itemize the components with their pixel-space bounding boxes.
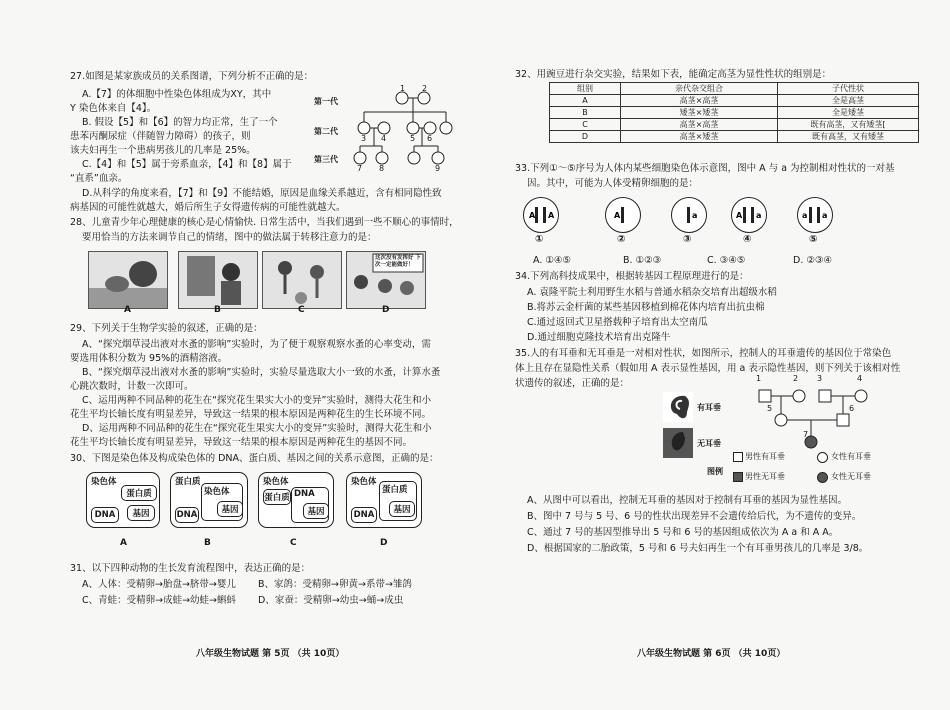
q33-option-d: D. ②③④ xyxy=(793,255,832,266)
q35-option-a: A、从图中可以看出，控制无耳垂的基因对于控制有耳垂的基因为显性基因。 xyxy=(527,495,847,506)
q34-option-c: C.通过返回式卫星搭载种子培育出太空南瓜 xyxy=(527,317,708,328)
dna-box: DNA xyxy=(351,507,377,523)
q30-label-b: B xyxy=(204,538,211,548)
dna-box: DNA xyxy=(175,507,199,523)
q30-stem: 30、下图是染色体及构成染色体的 DNA、蛋白质、基因之间的关系示意图，正确的是： xyxy=(70,453,439,464)
q31-option-d: D、家蚕：受精卵→幼虫→蛹→成虫 xyxy=(258,595,404,606)
legend-title: 图例 xyxy=(707,467,723,476)
ear-pedigree-number: 7 xyxy=(803,430,809,439)
table-header-row xyxy=(550,83,919,95)
q31-option-b: B、家鸽：受精卵→卵黄→系带→雏鸽 xyxy=(258,579,412,590)
q35-option-d: D、根据国家的二胎政策，5 号和 6 号夫妇再生一个有耳垂男孩儿的几率是 3/8。 xyxy=(527,543,869,554)
cell-number-label: ⑤ xyxy=(809,234,818,245)
q27-option-c-line2: “直系”血亲。 xyxy=(70,173,128,184)
legend-male-without-lobe: 男性无耳垂 xyxy=(745,472,785,481)
cell-diagram-4 xyxy=(731,197,767,233)
q27-option-b-line2: 患苯丙酮尿症（伴随智力障碍）的孩子，则 xyxy=(70,131,251,142)
q31-option-a: A、人体：受精卵→胎盘→脐带→婴儿 xyxy=(82,579,236,590)
pedigree-number: 5 xyxy=(410,134,416,143)
legend-male-without-lobe-symbol xyxy=(733,472,743,482)
q28-label-b: B xyxy=(214,305,221,315)
svg-text:a: a xyxy=(756,211,762,220)
q34-option-b: B.将苏云金杆菌的某些基因移植到棉花体内培育出抗虫棉 xyxy=(527,302,765,313)
ear-pedigree-number: 3 xyxy=(817,374,823,383)
ear-pedigree-number: 5 xyxy=(767,404,773,413)
q33-option-a: A. ①④⑤ xyxy=(533,255,571,266)
legend-female-without-lobe-symbol xyxy=(817,472,828,483)
q30-diagram-d xyxy=(346,472,422,528)
cell-diagram-3 xyxy=(671,197,707,233)
cell-diagram-1 xyxy=(523,197,559,233)
pedigree-number: 1 xyxy=(400,84,406,93)
table-row xyxy=(550,95,919,107)
dna-box: DNA xyxy=(291,487,329,523)
legend-male-with-lobe-symbol xyxy=(733,452,743,462)
q30-label-a: A xyxy=(120,538,127,548)
page-6-column xyxy=(475,0,950,710)
svg-text:A: A xyxy=(529,211,536,220)
pedigree-number: 3 xyxy=(361,134,367,143)
ear-with-lobe-label: 有耳垂 xyxy=(697,403,721,412)
gene-box: 基因 xyxy=(217,501,243,517)
q27-option-a-line1: A.【7】的体细胞中性染色体组成为XY，其中 xyxy=(82,89,272,100)
q31-option-c: C、青蛙：受精卵→成蛙→幼蛙→蝌蚪 xyxy=(82,595,237,606)
q29-option-c-line1: C、运用两种不同品种的花生在“探究花生果实大小的变异”实验时，测得大花生和小 xyxy=(82,395,431,406)
chromosome-label: 染色体 xyxy=(91,477,117,487)
cell-number-label: ③ xyxy=(683,234,692,245)
generation-3-label: 第三代 xyxy=(314,155,338,164)
page-6-footer: 八年级生物试题 第 6页 （共 10页） xyxy=(637,649,786,659)
q30-diagram-c xyxy=(258,472,334,528)
table-header-cell: 组别 xyxy=(550,83,621,95)
q33-option-c: C. ③④⑤ xyxy=(707,255,746,266)
family-pedigree-figure xyxy=(314,84,464,172)
table-row xyxy=(550,131,919,143)
ear-pedigree-number: 4 xyxy=(857,374,863,383)
gene-box: 基因 xyxy=(303,503,329,519)
q34-option-a: A. 袁隆平院士利用野生水稻与普通水稻杂交培育出超级水稻 xyxy=(527,287,777,298)
pedigree-lines xyxy=(350,84,462,172)
q29-option-c-line2: 花生平均长轴长度有明显差异，导致这一结果的根本原因是两种花生的生长环境不同。 xyxy=(70,409,432,420)
table-cell: 矮茎×矮茎 xyxy=(621,107,778,119)
q28-label-c: C xyxy=(298,305,305,315)
cell-diagram-2 xyxy=(605,197,641,233)
protein-label: 蛋白质 xyxy=(175,477,201,487)
q27-option-d-line1: D.从科学的角度来看，【7】和【9】不能结婚，原因是血缘关系越近，含有相同隐性致 xyxy=(82,188,442,199)
chromosome-label: 染色体 xyxy=(263,477,289,487)
protein-box: 蛋白质 xyxy=(121,485,157,501)
q30-label-c: C xyxy=(290,538,297,548)
q27-option-b-line1: B. 假设【5】和【6】的智力均正常，生了一个 xyxy=(82,117,278,128)
chromosome-box: 染色体 xyxy=(201,483,243,521)
svg-text:a: a xyxy=(822,211,828,220)
legend-female-without-lobe: 女性无耳垂 xyxy=(831,472,871,481)
q28-label-d: D xyxy=(382,305,390,315)
q29-option-d-line2: 花生平均长轴长度有明显差异，导致这一结果的根本原因是两种花生的基因不同。 xyxy=(70,437,413,448)
q30-diagram-b xyxy=(170,472,248,528)
legend-female-with-lobe: 女性有耳垂 xyxy=(831,452,871,461)
pedigree-number: 2 xyxy=(422,84,428,93)
pedigree-number: 4 xyxy=(381,134,387,143)
q32-cross-table xyxy=(549,82,919,143)
q28-stem-line1: 28、儿童青少年心理健康的核心是心情愉快. 日常生活中，当我们遇到一些不顺心的事情时， xyxy=(70,217,459,228)
svg-text:A: A xyxy=(614,211,621,220)
cell-number-label: ② xyxy=(617,234,626,245)
svg-text:A: A xyxy=(736,211,743,220)
table-cell: 高茎×高茎 xyxy=(621,95,778,107)
table-header-cell: 亲代杂交组合 xyxy=(621,83,778,95)
q35-stem-line1: 35.人的有耳垂和无耳垂是一对相对性状，如图所示，控制人的耳垂遗传的基因位于常染色 xyxy=(515,348,892,359)
cell-number-label: ① xyxy=(535,234,544,245)
ear-with-lobe-photo xyxy=(663,392,693,422)
pedigree-number: 6 xyxy=(427,134,433,143)
q33-option-b: B. ①②③ xyxy=(623,255,662,266)
ear-pedigree-number: 6 xyxy=(849,404,855,413)
protein-box: 蛋白质 xyxy=(379,481,417,521)
pedigree-number: 8 xyxy=(379,164,385,173)
generation-1-label: 第一代 xyxy=(314,97,338,106)
q27-option-d-line2: 病基因的可能性就越大，婚后所生子女得遗传病的可能性就越大。 xyxy=(70,202,346,213)
q34-option-d: D.通过细胞克隆技术培育出克隆牛 xyxy=(527,332,671,343)
q31-stem: 31、以下四种动物的生长发育流程图中，表达正确的是： xyxy=(70,563,311,574)
page-5-footer: 八年级生物试题 第 5页 （共 10页） xyxy=(196,649,345,659)
pedigree-number: 7 xyxy=(357,164,363,173)
q29-option-a-line1: A、“探究烟草浸出液对水蚤的影响”实验时，为了便于观察观察水蚤的心率变动，需 xyxy=(82,339,431,350)
cell-diagram-5 xyxy=(797,197,833,233)
q28-stem-line2: 要用恰当的方法来调节自己的情绪，图中的做法属于转移注意力的是： xyxy=(82,232,377,243)
table-cell: 既有高茎，又有矮茎 xyxy=(778,131,919,143)
gene-box: 基因 xyxy=(389,501,415,517)
table-cell: B xyxy=(550,107,621,119)
q29-option-b-line1: B、“探究烟草浸出液对水蚤的影响”实验时，实验尽量选取大小一致的水蚤，计算水蚤 xyxy=(82,367,441,378)
q28-picture-a xyxy=(88,251,168,309)
cell-number-label: ④ xyxy=(743,234,752,245)
q35-stem-line3: 状遗传的叙述，正确的是： xyxy=(515,378,630,389)
q35-option-b: B、图中 7 号与 5 号、6 号的性状出现差异不会遗传给后代，为不遗传的变异。 xyxy=(527,511,862,522)
q29-option-b-line2: 心跳次数时，计数一次即可。 xyxy=(70,381,194,392)
dna-box: DNA xyxy=(91,507,119,523)
q29-option-a-line2: 要选用体积分数为 95%的酒精溶液。 xyxy=(70,353,228,364)
ear-pedigree-number: 2 xyxy=(793,374,799,383)
svg-text:a: a xyxy=(802,211,808,220)
q30-diagram-a xyxy=(86,472,160,528)
legend-male-with-lobe: 男性有耳垂 xyxy=(745,452,785,461)
q32-stem: 32、用豌豆进行杂交实验，结果如下表，能确定高茎为显性性状的组别是： xyxy=(515,69,832,80)
q28-picture-d xyxy=(346,251,426,309)
table-row xyxy=(550,107,919,119)
q27-option-c-line1: C.【4】和【5】属于旁系血亲，【4】和【8】属于 xyxy=(82,159,292,170)
table-cell: A xyxy=(550,95,621,107)
legend-female-with-lobe-symbol xyxy=(817,452,828,463)
q33-stem-line2: 因。其中，可能为人体受精卵细胞的是： xyxy=(527,178,699,189)
svg-text:a: a xyxy=(692,211,698,220)
q27-option-b-line3: 该夫妇再生一个患病男孩儿的几率是 25%。 xyxy=(70,145,256,156)
q28-picture-b xyxy=(178,251,258,309)
speech-bubble-text: 这次没有发挥好 下次一定能做好！ xyxy=(375,255,421,268)
q34-stem: 34.下列高科技成果中，根据转基因工程原理进行的是： xyxy=(515,271,749,282)
generation-2-label: 第二代 xyxy=(314,127,338,136)
table-cell: D xyxy=(550,131,621,143)
table-cell: 高茎×矮茎 xyxy=(621,131,778,143)
q33-stem-line1: 33.下列①～⑤序号为人体内某些细胞染色体示意图，图中 A 与 a 为控制相对性状的一对基 xyxy=(515,163,895,174)
table-cell: C xyxy=(550,119,621,131)
ear-pedigree-number: 1 xyxy=(756,374,762,383)
protein-box: 蛋白质 xyxy=(263,489,291,505)
chromosome-label: 染色体 xyxy=(351,477,377,487)
q27-option-a-line2: Y 染色体来自【4】。 xyxy=(70,103,157,114)
q29-option-d-line1: D、运用两种不同品种的花生在“探究花生果实大小的变异”实验时，测得大花生和小 xyxy=(82,423,432,434)
table-cell: 全是矮茎 xyxy=(778,107,919,119)
gene-box: 基因 xyxy=(127,505,155,521)
ear-without-lobe-photo xyxy=(663,428,693,458)
table-cell: 既有高茎，又有矮茎[ xyxy=(778,119,919,131)
q27-stem: 27.如图是某家族成员的关系图谱，下列分析不正确的是： xyxy=(70,71,314,82)
q30-label-d: D xyxy=(380,538,388,548)
svg-text:A: A xyxy=(548,211,555,220)
table-header-cell: 子代性状 xyxy=(778,83,919,95)
q28-label-a: A xyxy=(124,305,131,315)
table-cell: 高茎×高茎 xyxy=(621,119,778,131)
q28-picture-c xyxy=(262,251,342,309)
table-row xyxy=(550,119,919,131)
ear-without-lobe-label: 无耳垂 xyxy=(697,439,721,448)
q29-stem: 29、下列关于生物学实验的叙述，正确的是： xyxy=(70,323,263,334)
table-cell: 全是高茎 xyxy=(778,95,919,107)
pedigree-number: 9 xyxy=(435,164,441,173)
q35-option-c: C、通过 7 号的基因型推导出 5 号和 6 号的基因组成依次为 A a 和 A A。 xyxy=(527,527,839,538)
q35-stem-line2: 体上且存在显隐性关系（假如用 A 表示显性基因，用 a 表示隐性基因，则下列关于该相对性 xyxy=(515,363,901,374)
